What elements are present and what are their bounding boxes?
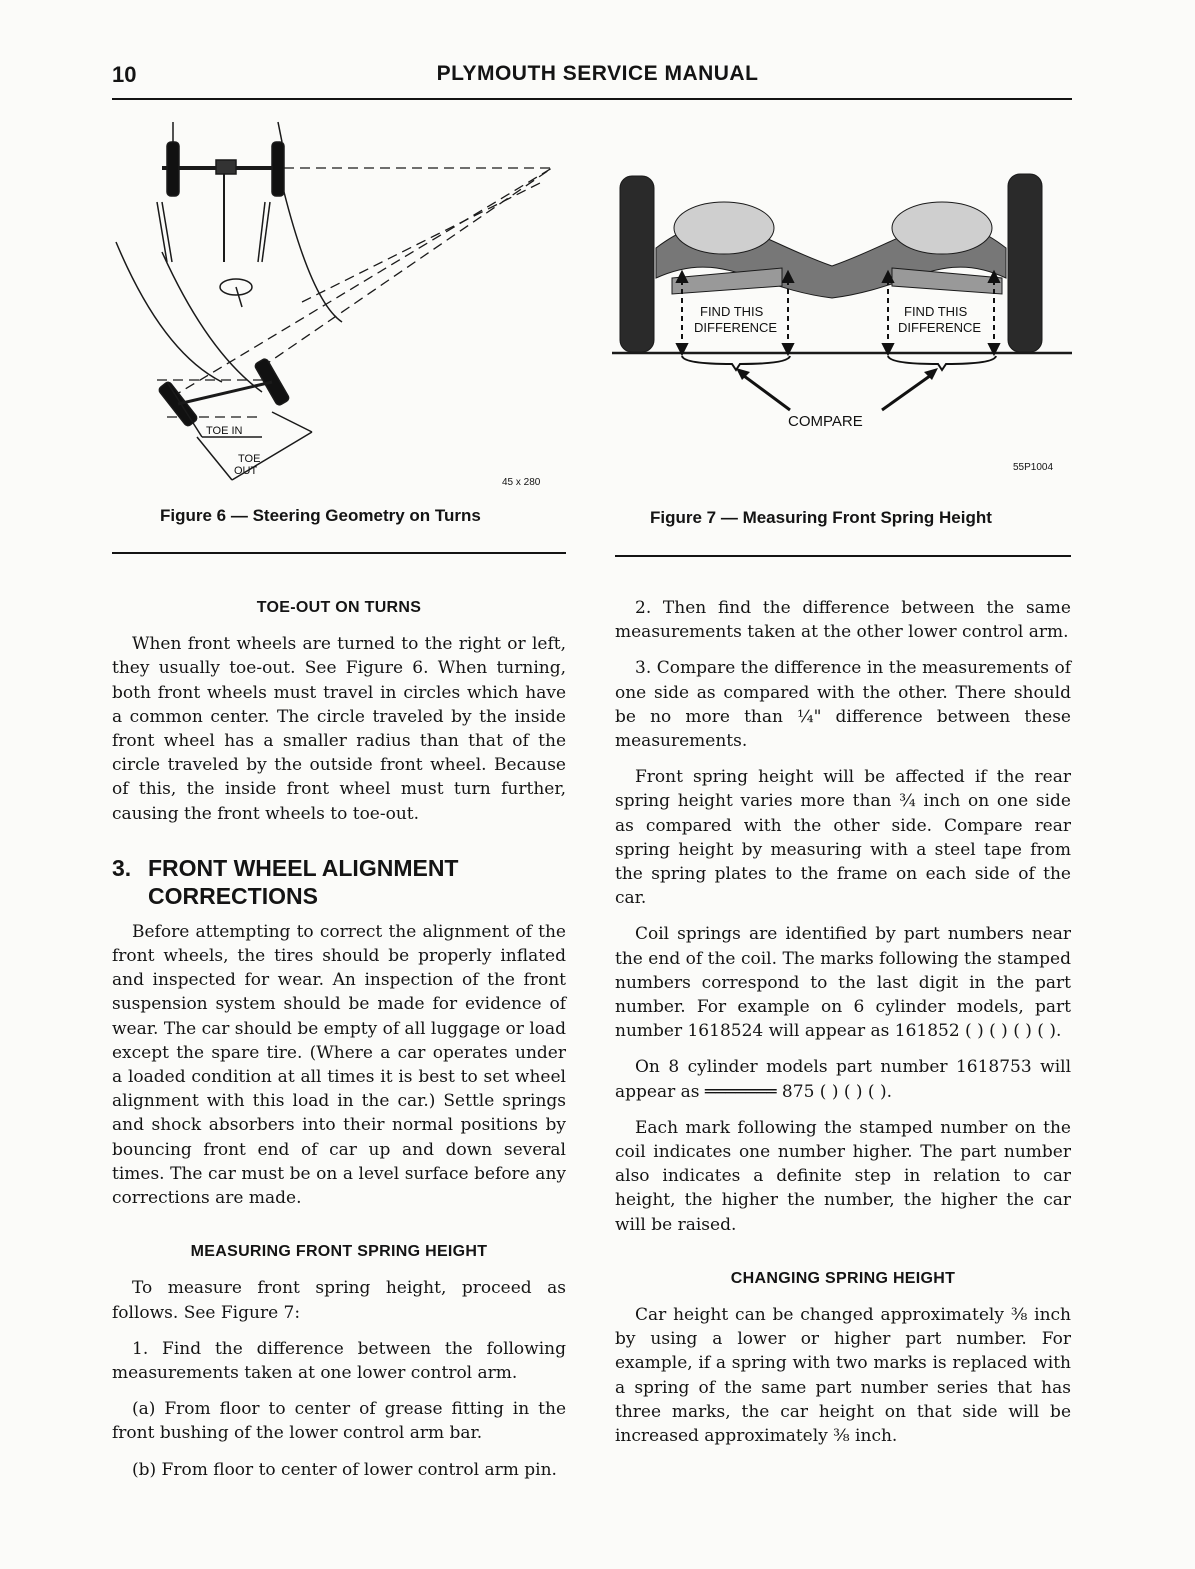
measuring-paragraph: To measure front spring height, proceed as follows. See Figure 7: xyxy=(112,1278,566,1323)
rear-spring-paragraph: Front spring height will be affected if the rear spring height varies more than ¾ inch on one side as compared with the other side. Compare rear spring height by measuring with a steel tape from the spring plates to the frame on each side of the car. xyxy=(615,767,1071,909)
changing-paragraph: Car height can be changed approximately ⅜ inch by using a lower or higher part number. For example, if a spring with two marks is replaced with a spring of the same part number series that has three marks, the car height on that side will be increased approximately ⅜ inch. xyxy=(615,1305,1071,1447)
changing-heading: CHANGING SPRING HEIGHT xyxy=(730,1269,956,1287)
figure-7-rule xyxy=(615,555,1071,557)
figure-6-rule xyxy=(112,552,566,554)
toe-out-heading: TOE-OUT ON TURNS xyxy=(256,599,422,616)
figure-6-caption: Figure 6 — Steering Geometry on Turns xyxy=(160,506,481,525)
figure-6-steering-geometry xyxy=(112,112,572,497)
step-a-paragraph: (a) From floor to center of grease fitting in the front bushing of the lower control arm bar. xyxy=(112,1399,566,1444)
page-number: 10 xyxy=(112,62,137,87)
find-this-right-label: FIND THIS xyxy=(904,304,968,319)
figure-7-spring-height xyxy=(612,168,1072,438)
step-3-paragraph: 3. Compare the difference in the measurements of one side as compared with the other. There should be no more than ¼" difference between these measurements. xyxy=(615,658,1071,752)
running-head: PLYMOUTH SERVICE MANUAL xyxy=(436,62,759,85)
out-label: OUT xyxy=(234,465,258,477)
coil-spring-paragraph: Coil springs are identified by part numbers near the end of the coil. The marks following the stamped numbers correspond to the last digit in the part number. For example on 6 cylinder models, part number 1618524 will appear as 161852 ( ) ( ) ( ) ( ). xyxy=(615,924,1071,1042)
section-number: 3. xyxy=(112,854,132,881)
section-3-heading xyxy=(112,854,566,910)
difference-left-label: DIFFERENCE xyxy=(694,320,778,335)
step-2-paragraph: 2. Then find the difference between the same measurements taken at the other lower control arm. xyxy=(615,598,1071,643)
right-column xyxy=(615,596,1071,1460)
corrections-paragraph: Before attempting to correct the alignment of the front wheels, the tires should be properly inflated and inspected for wear. An inspection of the front suspension system should be made for evidence of wear. The car should be empty of all luggage or load except the spare tire. (Where a car operates under a loaded condition at all times it is best to set wheel alignment with this load in the car.) Settle springs and shock absorbers into their normal positions by bouncing front end of car up and down several times. The car must be on a level surface before any corrections are made. xyxy=(112,921,567,1209)
toe-out-paragraph: When front wheels are turned to the right or left, they usually toe-out. See Figure 6. When turning, both front wheels must travel in circles which have a common center. The circle traveled by the inside front wheel has a smaller radius than that of the circle traveled by the outside front wheel. Because of this, the inside front wheel must turn further, causing the front wheels to toe-out. xyxy=(112,634,566,824)
section-title-line2: CORRECTIONS xyxy=(148,882,318,909)
compare-label: COMPARE xyxy=(788,413,863,430)
each-mark-paragraph: Each mark following the stamped number on the coil indicates one number higher. The part number also indicates a definite step in relation to car height, the higher the number, the higher the car will be raised. xyxy=(615,1117,1071,1235)
toe-label: TOE xyxy=(238,453,261,465)
figure-7-caption: Figure 7 — Measuring Front Spring Height xyxy=(650,508,992,527)
section-title-line1: FRONT WHEEL ALIGNMENT xyxy=(148,854,459,881)
step-b-paragraph: (b) From floor to center of lower control arm pin. xyxy=(132,1459,557,1480)
figure-7-code: 55P1004 xyxy=(1013,462,1054,473)
steering-geometry-diagram xyxy=(112,112,572,497)
left-column xyxy=(112,596,566,1494)
toe-in-label: TOE IN xyxy=(206,425,243,437)
eight-cylinder-paragraph: On 8 cylinder models part number 1618753 will appear as ═══════ 875 ( ) ( ) ( ). xyxy=(615,1057,1071,1102)
spring-height-diagram xyxy=(612,168,1072,438)
step-1-paragraph: 1. Find the difference between the following measurements taken at one lower control arm. xyxy=(112,1338,566,1384)
figure-6-code: 45 x 280 xyxy=(502,477,541,488)
header-rule xyxy=(112,98,1072,100)
difference-right-label: DIFFERENCE xyxy=(898,320,982,335)
find-this-left-label: FIND THIS xyxy=(700,304,764,319)
measuring-heading: MEASURING FRONT SPRING HEIGHT xyxy=(190,1243,488,1261)
